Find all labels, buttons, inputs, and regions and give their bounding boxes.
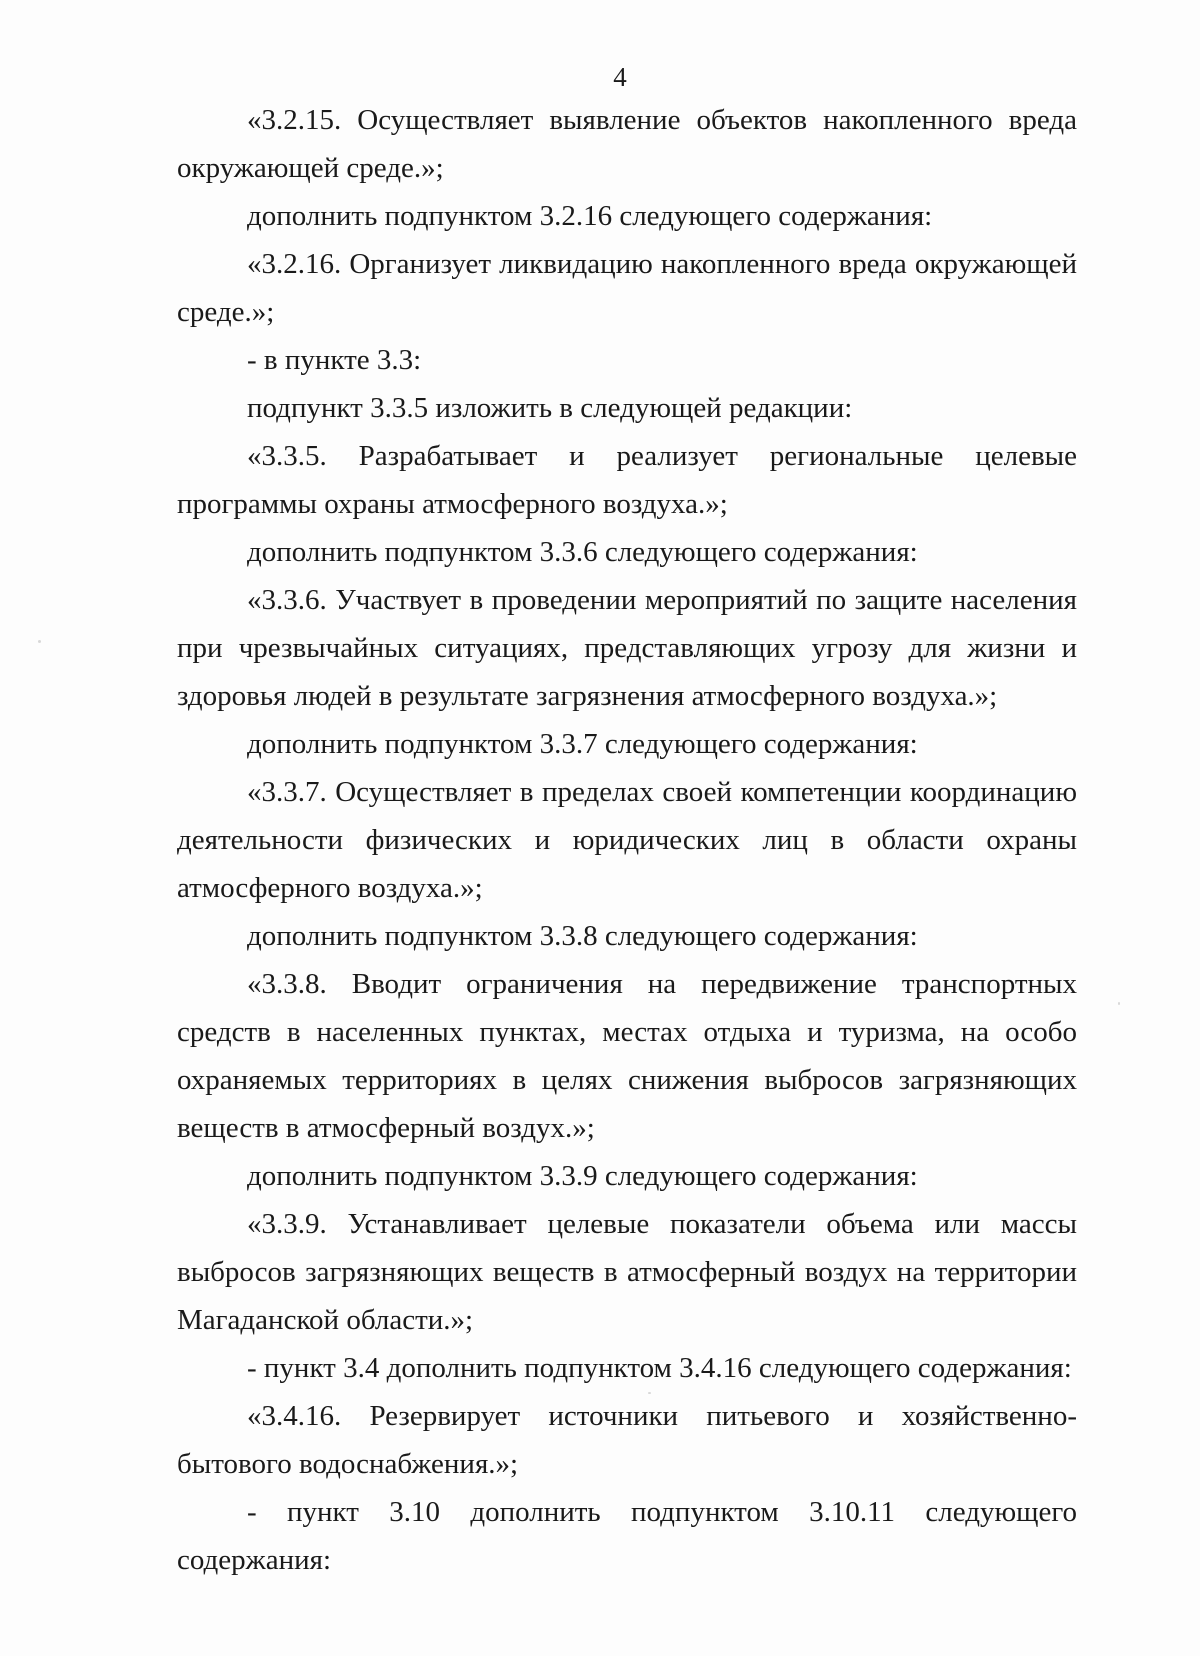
scan-speck — [1118, 1002, 1120, 1005]
paragraph-in-3-3: - в пункте 3.3: — [247, 344, 422, 376]
paragraph-add-3-4-16: - пункт 3.4 дополнить подпунктом 3.4.16 следующего содержания: — [247, 1352, 1072, 1384]
paragraph-3-3-7: «3.3.7. Осуществляет в пределах своей компетенции координацию деятельности физических и юридических лиц в области охраны атмосферного воздуха.»; — [177, 776, 1077, 904]
scan-speck — [38, 640, 41, 643]
paragraph-3-4-16: «3.4.16. Резервирует источники питьевого и хозяйственно-бытового водоснабжения.»; — [177, 1400, 1077, 1480]
paragraph-add-3-10-11: - пункт 3.10 дополнить подпунктом 3.10.11 следующего содержания: — [177, 1496, 1077, 1576]
paragraph-edit-3-3-5: подпункт 3.3.5 изложить в следующей редакции: — [247, 392, 853, 424]
paragraph-add-3-3-6: дополнить подпунктом 3.3.6 следующего содержания: — [247, 536, 918, 568]
scan-speck — [648, 1392, 651, 1394]
paragraph-3-3-5: «3.3.5. Разрабатывает и реализует региональные целевые программы охраны атмосферного воздуха.»; — [177, 440, 1077, 520]
paragraph-add-3-2-16: дополнить подпунктом 3.2.16 следующего содержания: — [247, 200, 933, 232]
paragraph-3-3-6: «3.3.6. Участвует в проведении мероприятий по защите населения при чрезвычайных ситуациях, представляющих угрозу для жизни и здоровья людей в результате загрязнения атмосферного воздуха.»; — [177, 584, 1077, 712]
paragraph-add-3-3-7: дополнить подпунктом 3.3.7 следующего содержания: — [247, 728, 918, 760]
document-body — [177, 96, 1077, 1584]
paragraph-3-3-9: «3.3.9. Устанавливает целевые показатели объема или массы выбросов загрязняющих веществ в атмосферный воздух на территории Магаданской области.»; — [177, 1208, 1077, 1336]
paragraph-3-2-15: «3.2.15. Осуществляет выявление объектов накопленного вреда окружающей среде.»; — [177, 104, 1077, 184]
paragraph-add-3-3-8: дополнить подпунктом 3.3.8 следующего содержания: — [247, 920, 918, 952]
paragraph-3-3-8: «3.3.8. Вводит ограничения на передвижение транспортных средств в населенных пунктах, местах отдыха и туризма, на особо охраняемых территориях в целях снижения выбросов загрязняющих веществ в атмосферный воздух.»; — [177, 968, 1077, 1144]
paragraph-add-3-3-9: дополнить подпунктом 3.3.9 следующего содержания: — [247, 1160, 918, 1192]
paragraph-3-2-16: «3.2.16. Организует ликвидацию накопленного вреда окружающей среде.»; — [177, 248, 1077, 328]
page-number: 4 — [613, 62, 627, 92]
